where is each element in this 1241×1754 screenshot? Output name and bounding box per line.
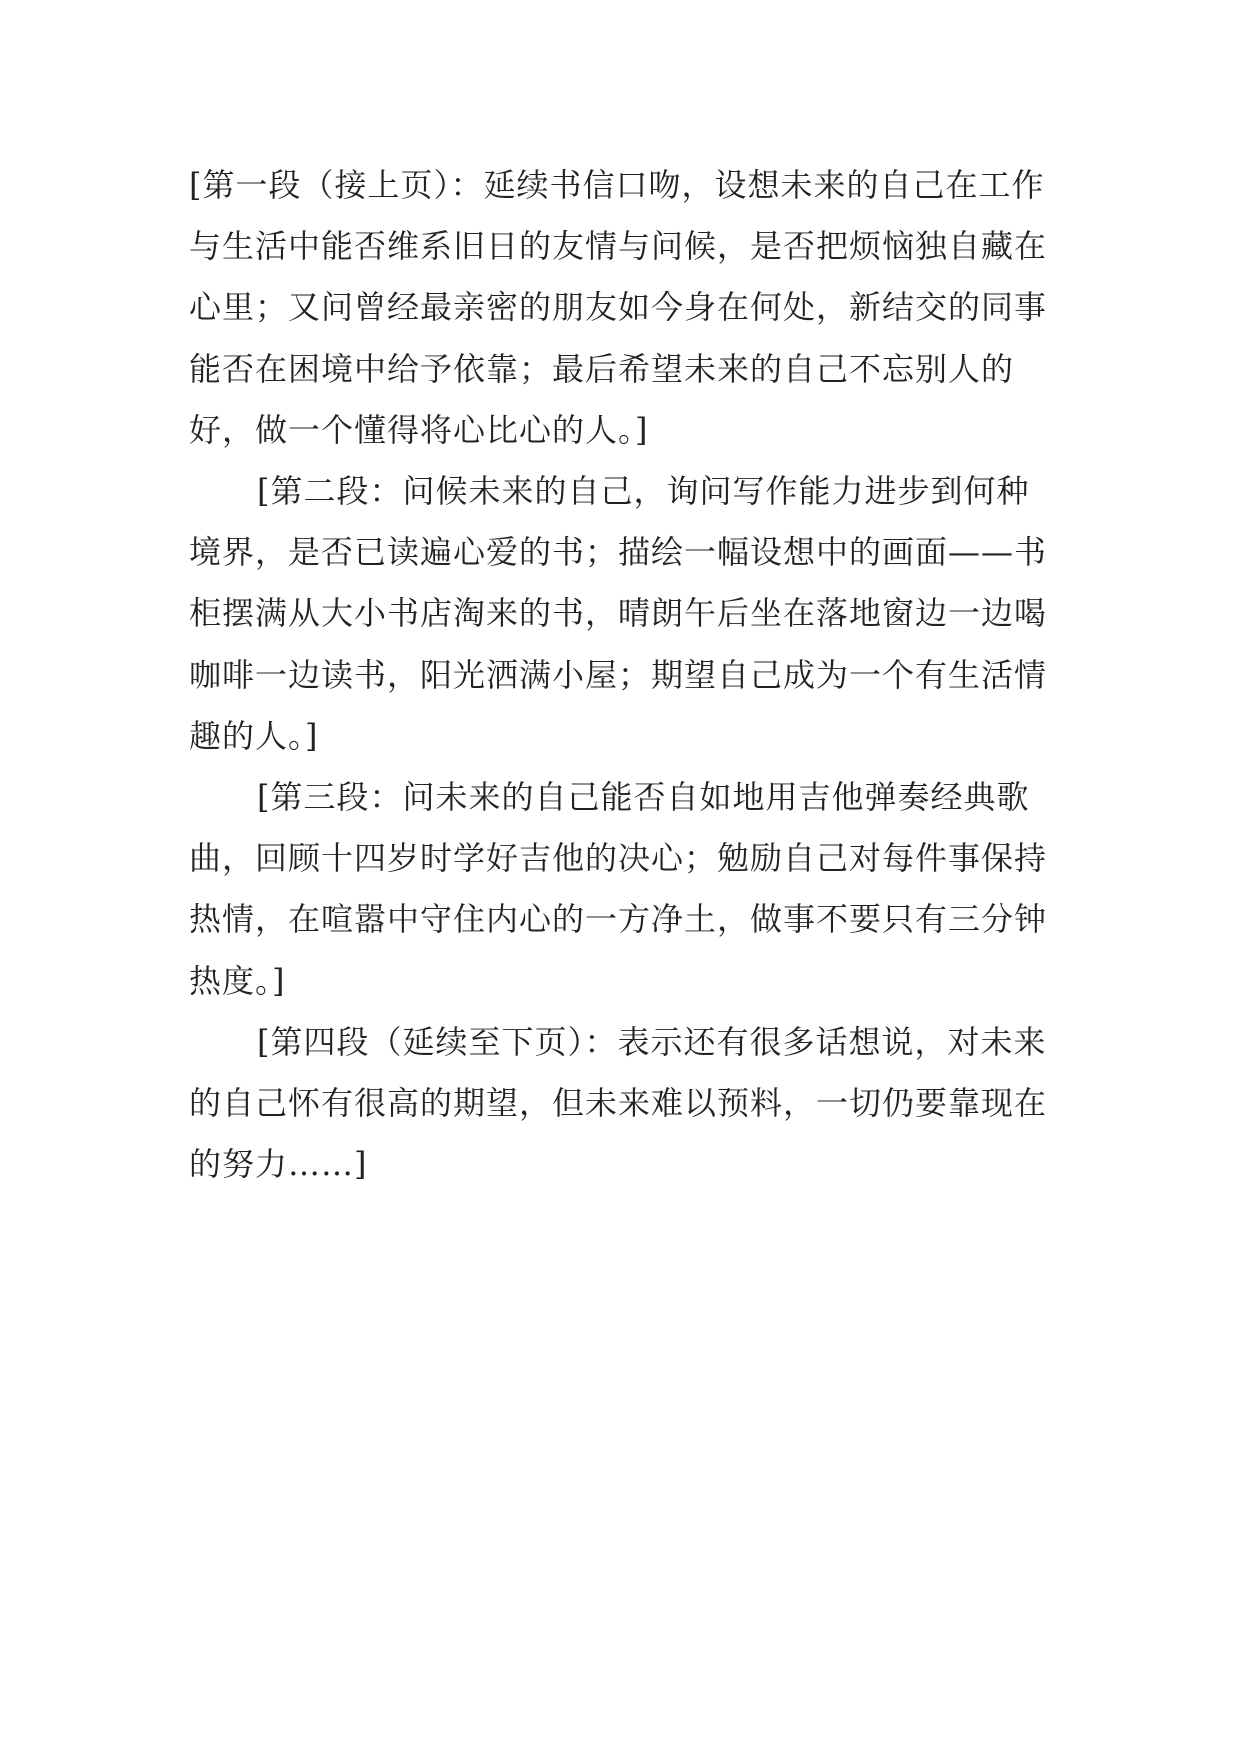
- body-text: [189, 155, 1053, 1195]
- paragraph-4: [第四段（延续至下页）：表示还有很多话想说，对未来的自己怀有很高的期望，但未来难以预料，一切仍要靠现在的努力……]: [189, 1022, 1048, 1184]
- paragraph-3: [第三段：问未来的自己能否自如地用吉他弹奏经典歌曲，回顾十四岁时学好吉他的决心；勉励自己对每件事保持热情，在喧嚣中守住内心的一方净土，做事不要只有三分钟热度。]: [189, 778, 1048, 1000]
- paragraph-1: [第一段（接上页）：延续书信口吻，设想未来的自己在工作与生活中能否维系旧日的友情与问候，是否把烦恼独自藏在心里；又问曾经最亲密的朋友如今身在何处，新结交的同事能否在困境中给予依靠；最后希望未来的自己不忘别人的好，做一个懂得将心比心的人。]: [189, 166, 1048, 449]
- paragraph-2: [第二段：问候未来的自己，询问写作能力进步到何种境界，是否已读遍心爱的书；描绘一幅设想中的画面——书柜摆满从大小书店淘来的书，晴朗午后坐在落地窗边一边喝咖啡一边读书，阳光洒满小屋；期望自己成为一个有生活情趣的人。]: [189, 472, 1048, 755]
